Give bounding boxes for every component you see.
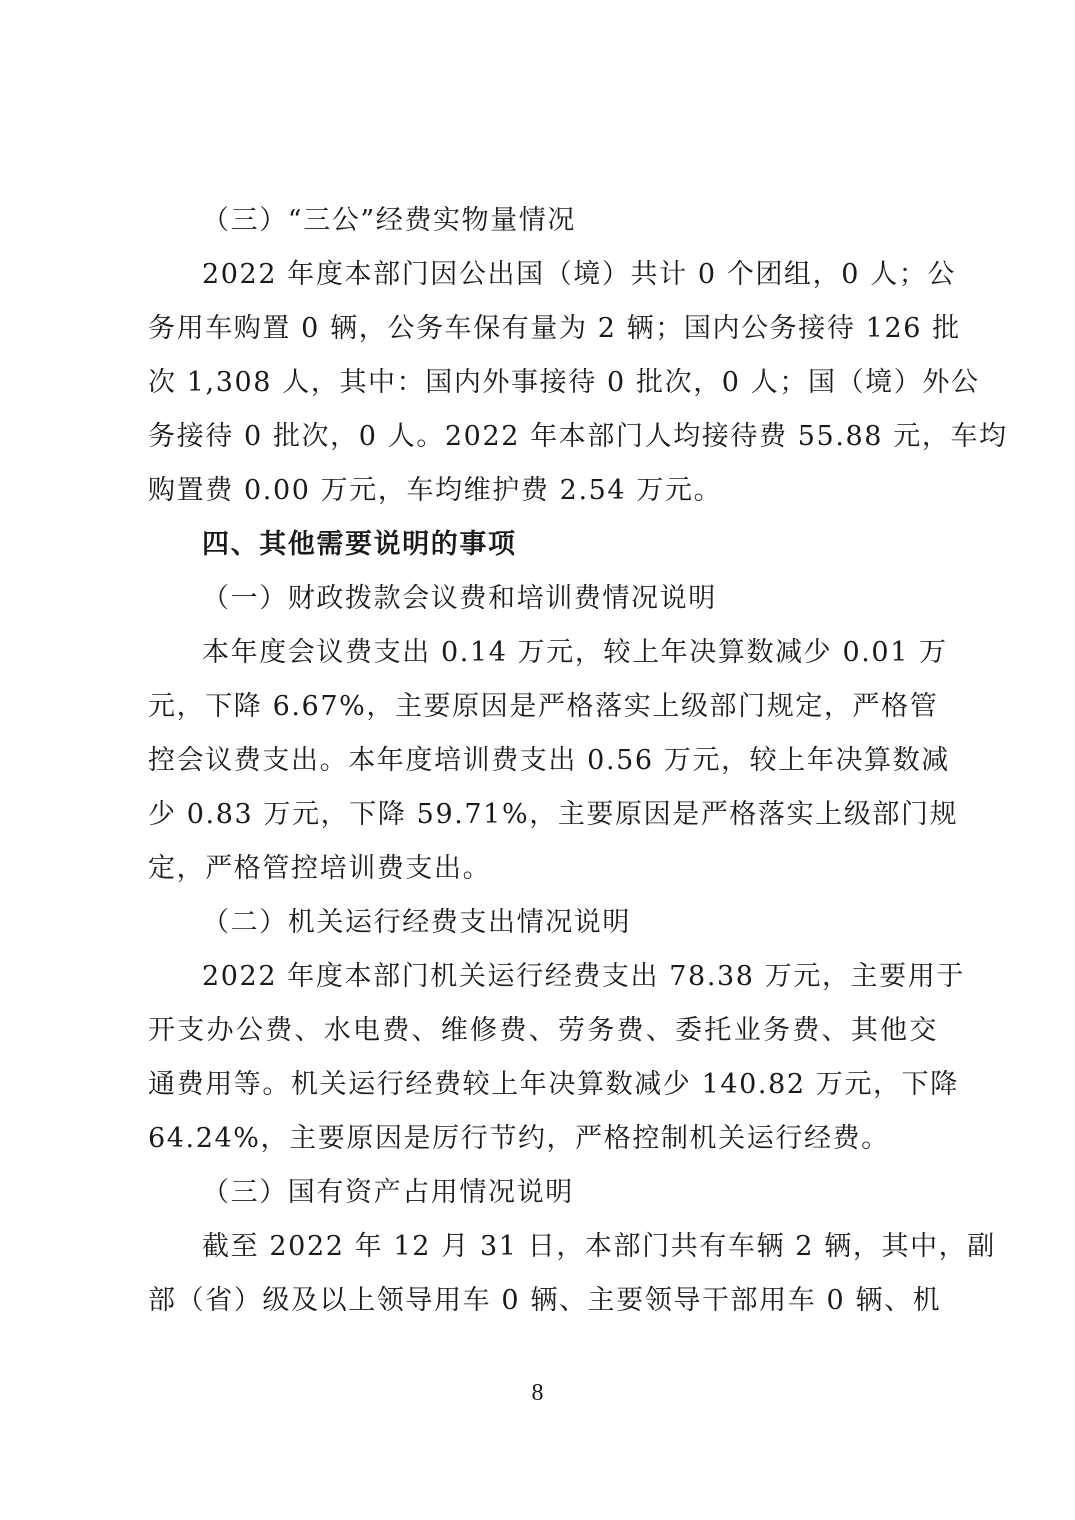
section-heading-4-2: （二）机关运行经费支出情况说明 (202, 907, 631, 938)
paragraph-line: 2022 年度本部门机关运行经费支出 78.38 万元，主要用于 (202, 961, 965, 992)
paragraph-line: 控会议费支出。本年度培训费支出 0.56 万元，较上年决算数减 (148, 745, 950, 776)
section-heading-4-3: （三）国有资产占用情况说明 (202, 1177, 574, 1208)
section-heading-4-1: （一）财政拨款会议费和培训费情况说明 (202, 583, 717, 614)
paragraph-line: 少 0.83 万元，下降 59.71%，主要原因是严格落实上级部门规 (148, 799, 959, 830)
page-number: 8 (531, 1380, 544, 1406)
paragraph-line: 定，严格管控培训费支出。 (148, 853, 492, 884)
paragraph-line: 务接待 0 批次，0 人。2022 年本部门人均接待费 55.88 元，车均 (148, 421, 1008, 452)
paragraph-line: 开支办公费、水电费、维修费、劳务费、委托业务费、其他交 (148, 1015, 938, 1046)
paragraph-line: 务用车购置 0 辆，公务车保有量为 2 辆；国内公务接待 126 批 (148, 313, 961, 344)
paragraph-line: 2022 年度本部门因公出国（境）共计 0 个团组，0 人；公 (202, 259, 956, 290)
paragraph-line: 本年度会议费支出 0.14 万元，较上年决算数减少 0.01 万 (202, 637, 948, 668)
paragraph-line: 64.24%，主要原因是厉行节约，严格控制机关运行经费。 (148, 1123, 890, 1154)
paragraph-line: 购置费 0.00 万元，车均维护费 2.54 万元。 (148, 475, 723, 506)
section-heading-4: 四、其他需要说明的事项 (202, 529, 517, 560)
section-heading-3-1: （三）“三公”经费实物量情况 (202, 205, 577, 236)
paragraph-line: 通费用等。机关运行经费较上年决算数减少 140.82 万元，下降 (148, 1069, 959, 1100)
paragraph-line: 截至 2022 年 12 月 31 日，本部门共有车辆 2 辆，其中，副 (202, 1231, 996, 1262)
paragraph-line: 元，下降 6.67%，主要原因是严格落实上级部门规定，严格管 (148, 691, 939, 722)
paragraph-line: 次 1,308 人，其中：国内外事接待 0 批次，0 人；国（境）外公 (148, 367, 980, 398)
paragraph-line: 部（省）级及以上领导用车 0 辆、主要领导干部用车 0 辆、机 (148, 1285, 942, 1316)
